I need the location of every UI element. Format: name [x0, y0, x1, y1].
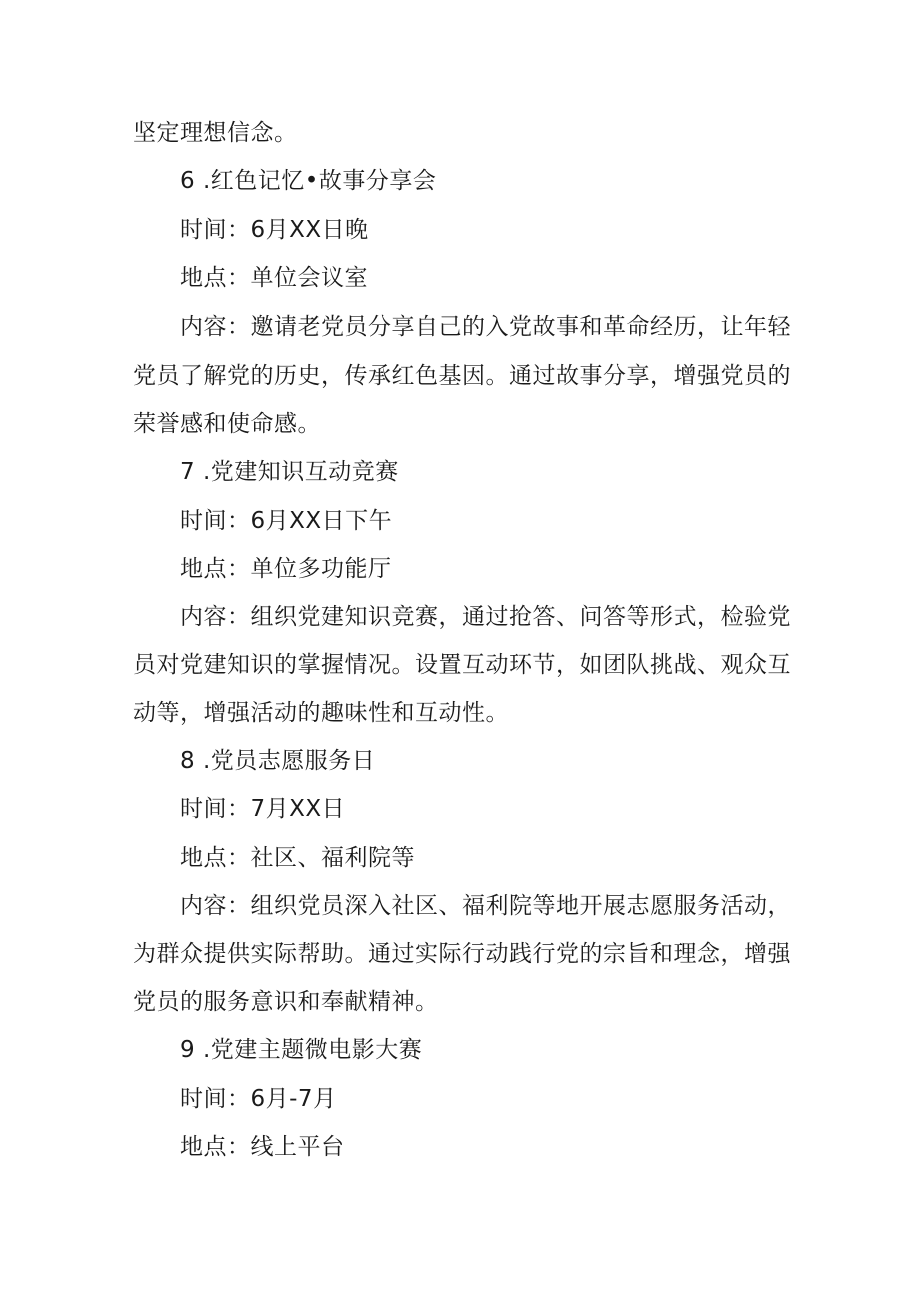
- content-line-6: 内容：邀请老党员分享自己的入党故事和革命经历，让年轻: [180, 314, 791, 340]
- section-heading-9: 9 .党建主题微电影大赛: [180, 1037, 423, 1063]
- location-line-6: 地点：单位会议室: [180, 265, 368, 291]
- paragraph-line: 为群众提供实际帮助。通过实际行动践行党的宗旨和理念，增强: [133, 941, 791, 967]
- time-line-6: 时间：6月XX日晚: [180, 217, 369, 243]
- section-heading-6: 6 .红色记忆•故事分享会: [180, 168, 437, 194]
- time-line-8: 时间：7月XX日: [180, 796, 346, 822]
- content-line-7: 内容：组织党建知识竞赛，通过抢答、问答等形式，检验党: [180, 604, 791, 630]
- paragraph-line: 坚定理想信念。: [133, 120, 298, 146]
- location-line-8: 地点：社区、福利院等: [180, 845, 415, 871]
- time-line-7: 时间：6月XX日下午: [180, 508, 393, 534]
- section-heading-7: 7 .党建知识互动竞赛: [180, 459, 399, 485]
- time-line-9: 时间：6月-7月: [180, 1086, 337, 1112]
- location-line-9: 地点：线上平台: [180, 1134, 345, 1160]
- paragraph-line: 员对党建知识的掌握情况。设置互动环节，如团队挑战、观众互: [133, 652, 791, 678]
- paragraph-line: 党员的服务意识和奉献精神。: [133, 989, 439, 1015]
- paragraph-line: 党员了解党的历史，传承红色基因。通过故事分享，增强党员的: [133, 363, 791, 389]
- section-heading-8: 8 .党员志愿服务日: [180, 748, 376, 774]
- location-line-7: 地点：单位多功能厅: [180, 556, 392, 582]
- content-line-8: 内容：组织党员深入社区、福利院等地开展志愿服务活动，: [180, 893, 791, 919]
- paragraph-line: 动等，增强活动的趣味性和互动性。: [133, 700, 509, 726]
- paragraph-line: 荣誉感和使命感。: [133, 411, 321, 437]
